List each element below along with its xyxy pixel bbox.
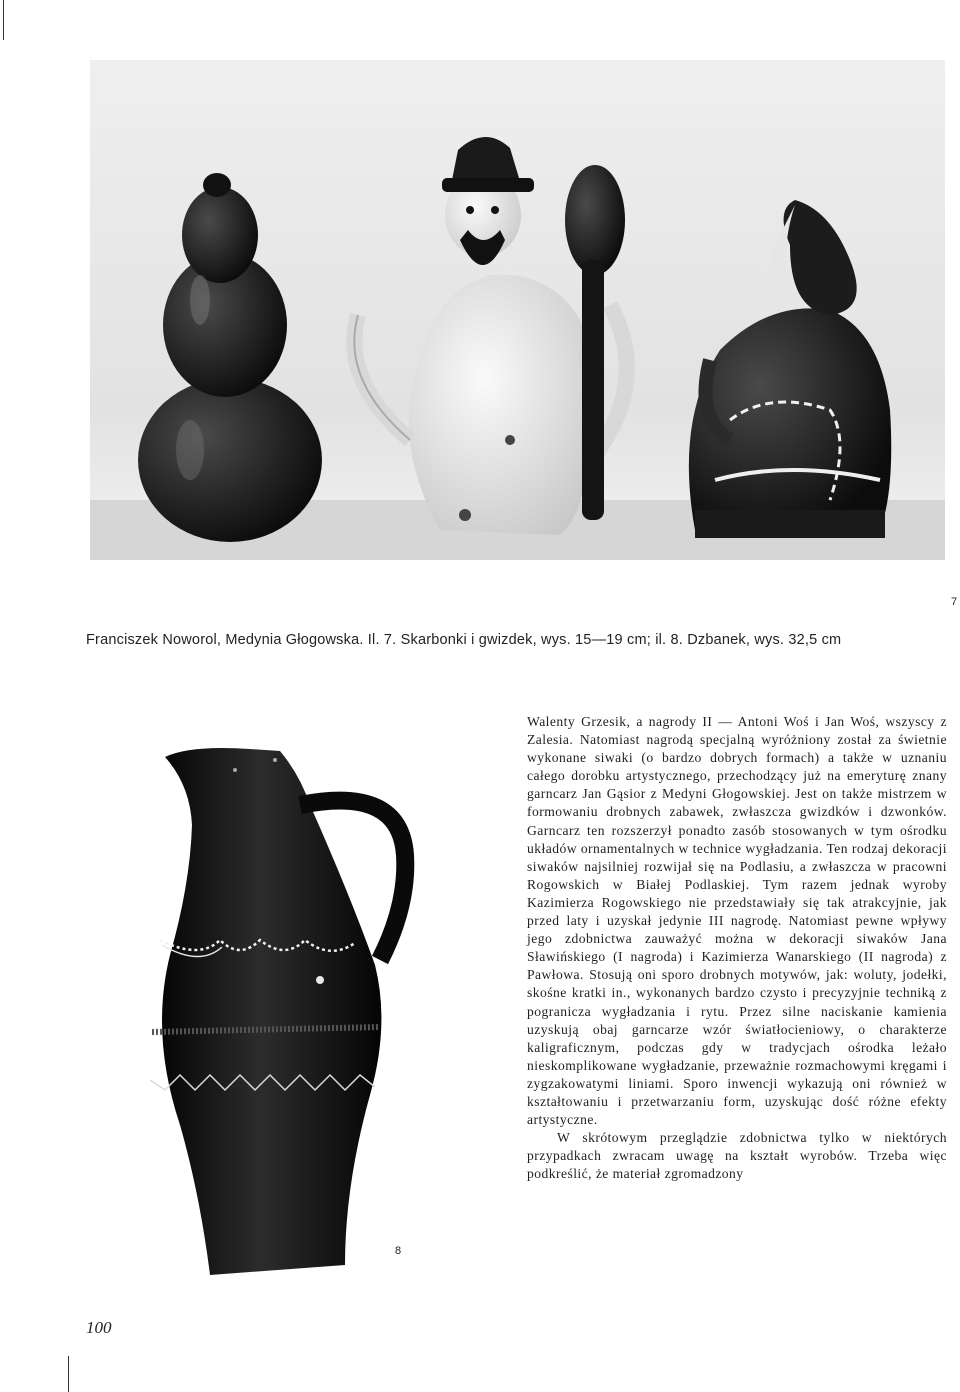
margin-rule-top [3, 0, 4, 40]
figure-caption: Franciszek Noworol, Medynia Głogowska. Il. 7. Skarbonki i gwizdek, wys. 15—19 cm; il. 8. Dzbanek, wys. 32,5 cm [86, 632, 842, 648]
body-paragraph-1: Walenty Grzesik, a nagrody II — Antoni Woś i Jan Woś, wszyscy z Zalesia. Natomiast nagrodą specjalną wyróżniony został za świetnie wykonane siwaki (o bardzo dobrych formach) a także w uznaniu całego dorobku artystycznego, przechodzący już na emeryturę znany garncarz Jan Gąsior z Medyni Głogowskiej. Jest on także mistrzem w formowaniu drobnych zabawek, zwłaszcza gwizdków i dzwonków. Garncarz ten rozszerzył ponadto zasób stosowanych w tym ośrodku układów ornamentalnych w technice wygładzania. Ten rodzaj dekoracji siwaków najsilniej rozwijał się na Podlasiu, a zwłaszcza w pracowni Rogowskich w Białej Podlaskiej. Tym razem jednak wyroby Kazimierza Rogowskiego nie przedstawiały się tak atrakcyjnie, jak przed laty i uzyskał jedynie III nagrodę. Natomiast pewne wpływy jego zdobnictwa zauważyć można w dekoracji siwaków Jana Sławińskiego (I nagroda) i Kazimierza Wanarskiego (II nagroda) z Pawłowa. Stosują oni sporo drobnych motywów, jak: woluty, jodełki, skośne kratki in., wykonanych bardzo czysto i precyzyjnie techniką z pogranicza wygładzania i rytu. Przez silne naciskanie kamienia uzyskują obaj garncarze wzór światłocieniowy, o charakterze kaligraficznym, podczas gdy w tradycjach ośrodka leżało nieskomplikowane wygładzanie, przeważnie rozmachowymi kręgami i zygzakowatymi liniami. Sporo inwencji wykazują oni również w kształtowaniu i przetwarzaniu form, uzyskując dość różne efekty artystyczne. [527, 714, 947, 1128]
body-paragraph-2: W skrótowym przeglądzie zdobnictwa tylko w niektórych przypadkach zwracam uwagę na kształt wyrobów. Trzeba więc podkreślić, że materiał zgromadzony [527, 1130, 947, 1182]
plate-number-7: 7 [951, 596, 958, 608]
margin-rule-bottom [68, 1356, 69, 1392]
photo-jug [150, 745, 450, 1290]
body-text-column [527, 713, 947, 1183]
money-box-figure-right [689, 200, 891, 538]
photo-figurines [90, 60, 945, 560]
jug-illustration [150, 745, 450, 1290]
page-number: 100 [86, 1318, 112, 1337]
plate-number-8: 8 [395, 1245, 402, 1257]
figurines-illustration [90, 60, 945, 560]
money-box-figure-left [138, 173, 322, 542]
